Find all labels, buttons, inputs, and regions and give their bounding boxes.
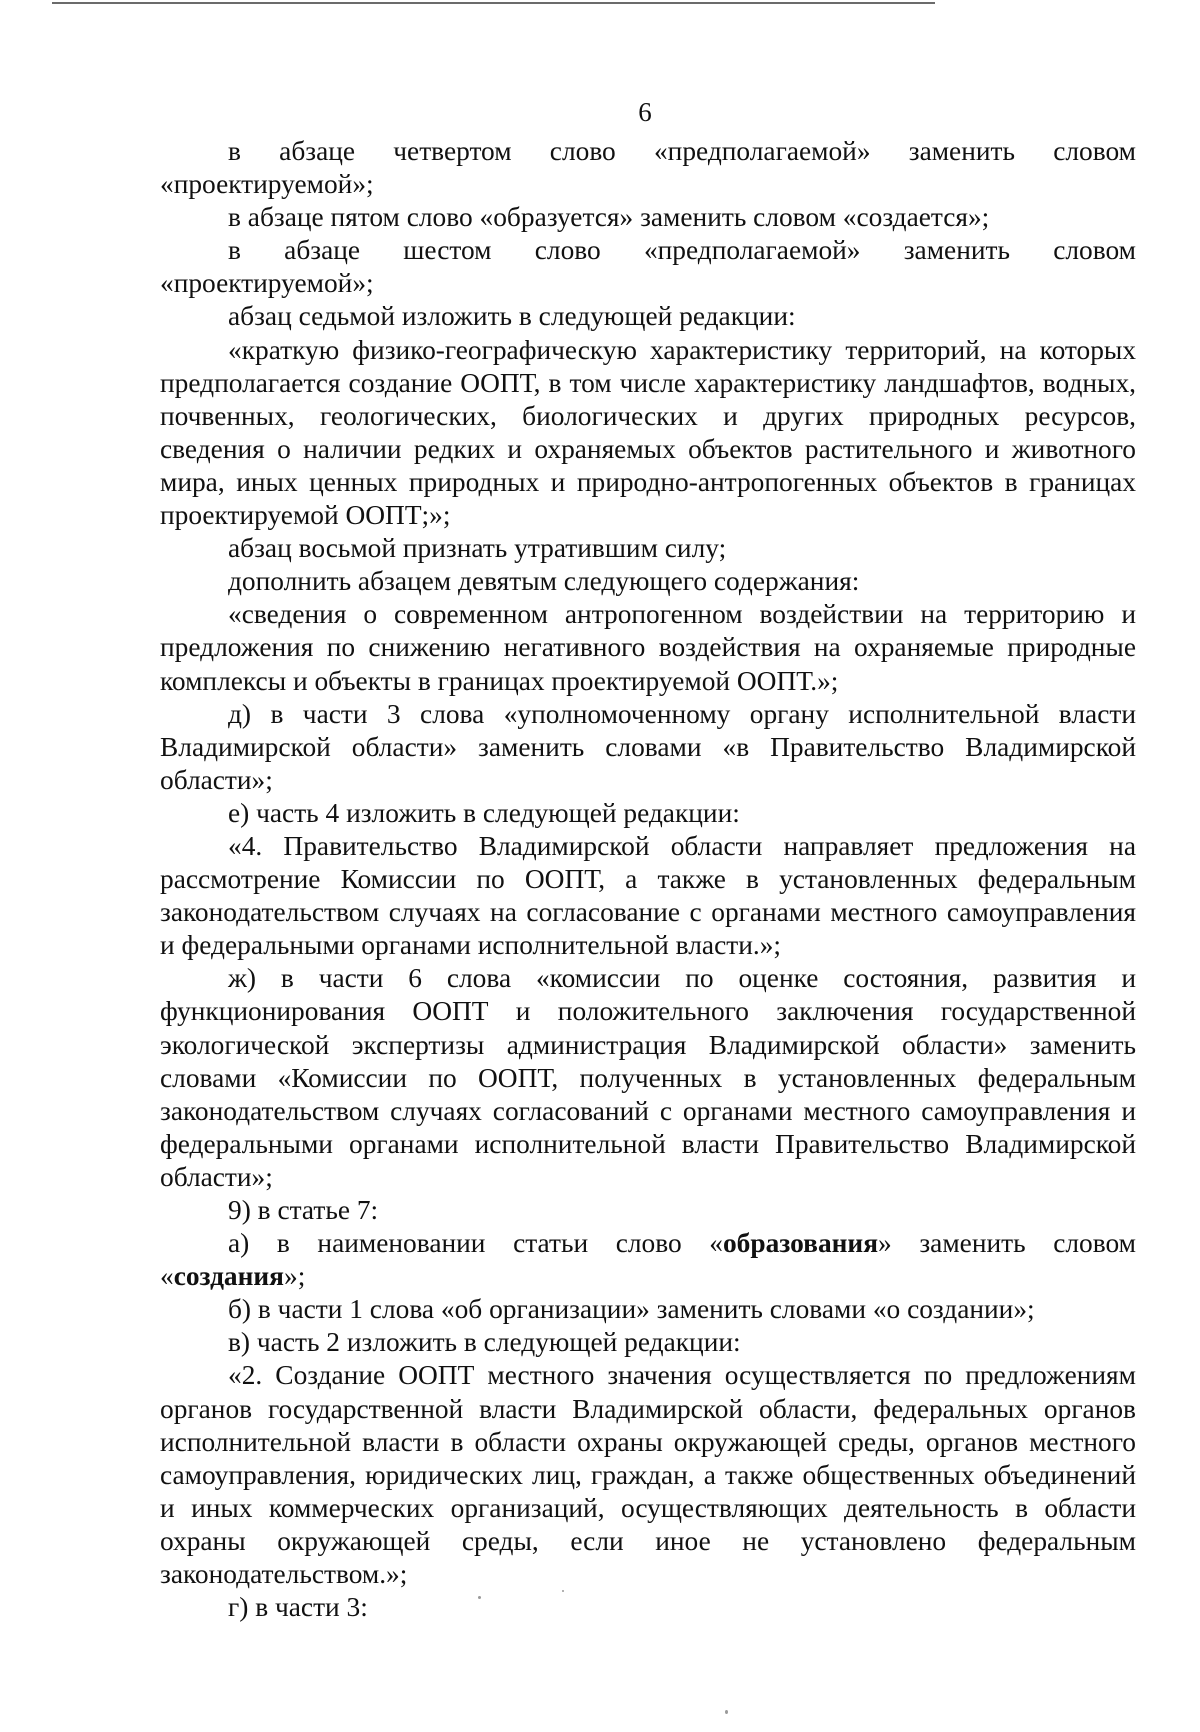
paragraph-1: в абзаце четвертом слово «предполагаемой» заменить словом «проектируемой»; xyxy=(160,136,1136,200)
paragraph-14 xyxy=(160,1227,1136,1293)
paragraph-16: в) часть 2 изложить в следующей редакции: xyxy=(228,1327,741,1358)
paragraph-10: е) часть 4 изложить в следующей редакции: xyxy=(228,797,740,828)
paragraph-11: «4. Правительство Владимирской области направляет предложения на рассмотрение Комиссии по ООПТ, а также в установленных федеральным законодательством случаях на согласование с органами местного самоуправления и федеральными органами исполнительной власти.»; xyxy=(160,830,1136,961)
p14-bold-2: создания xyxy=(173,1261,285,1292)
paragraph-18: г) в части 3: xyxy=(228,1592,368,1623)
document-body xyxy=(160,135,1136,1624)
scan-speck xyxy=(725,1710,728,1714)
paragraph-2: в абзаце пятом слово «образуется» заменить словом «создается»; xyxy=(228,202,990,233)
p14-mid: » заменить словом « xyxy=(160,1228,1136,1292)
paragraph-5: «краткую физико-географическую характеристику территорий, на которых предполагается создание ООПТ, в том числе характеристику ландшафтов, водных, почвенных, геологических, биологических и других природных ресурсов, сведения о наличии редких и охраняемых объектов растительного и животного мира, иных ценных природных и природно-антропогенных объектов в границах проектируемой ООПТ;»; xyxy=(160,334,1136,531)
paragraph-17: «2. Создание ООПТ местного значения осуществляется по предложениям органов государственной власти Владимирской области, федеральных органов исполнительной власти в области охраны окружающей среды, органов местного самоуправления, юридических лиц, граждан, а также общественных объединений и иных коммерческих организаций, осуществляющих деятельность в области охраны окружающей среды, если иное не установлено федеральным законодательством.»; xyxy=(160,1360,1136,1590)
p14-pre: а) в наименовании статьи слово « xyxy=(228,1228,723,1259)
paragraph-4: абзац седьмой изложить в следующей редакции: xyxy=(228,301,796,332)
scan-speck xyxy=(478,1596,481,1599)
p14-bold-1: образования xyxy=(722,1228,879,1259)
paragraph-3: в абзаце шестом слово «предполагаемой» заменить словом «проектируемой»; xyxy=(160,235,1136,299)
paragraph-13: 9) в статье 7: xyxy=(228,1195,379,1225)
top-rule xyxy=(52,2,935,4)
paragraph-6: абзац восьмой признать утратившим силу; xyxy=(228,533,727,564)
paragraph-7: дополнить абзацем девятым следующего содержания: xyxy=(228,566,860,597)
scan-speck xyxy=(562,1590,564,1592)
paragraph-9: д) в части 3 слова «уполномоченному органу исполнительной власти Владимирской области» заменить словами «в Правительство Владимирской области»; xyxy=(160,698,1136,795)
paragraph-12: ж) в части 6 слова «комиссии по оценке состояния, развития и функционирования ООПТ и положительного заключения государственной экологической экспертизы администрация Владимирской области» заменить словами «Комиссии по ООПТ, полученных в установленных федеральным законодательством случаях согласований с органами местного самоуправления и федеральными органами исполнительной власти Правительство Владимирской области»; xyxy=(160,963,1136,1192)
page-number: 6 xyxy=(638,97,652,127)
paragraph-15: б) в части 1 слова «об организации» заменить словами «о создании»; xyxy=(228,1294,1035,1325)
paragraph-8: «сведения о современном антропогенном воздействии на территорию и предложения по снижению негативного воздействия на охраняемые природные комплексы и объекты в границах проектируемой ООПТ.»; xyxy=(160,599,1136,696)
p14-post: »; xyxy=(284,1261,306,1292)
